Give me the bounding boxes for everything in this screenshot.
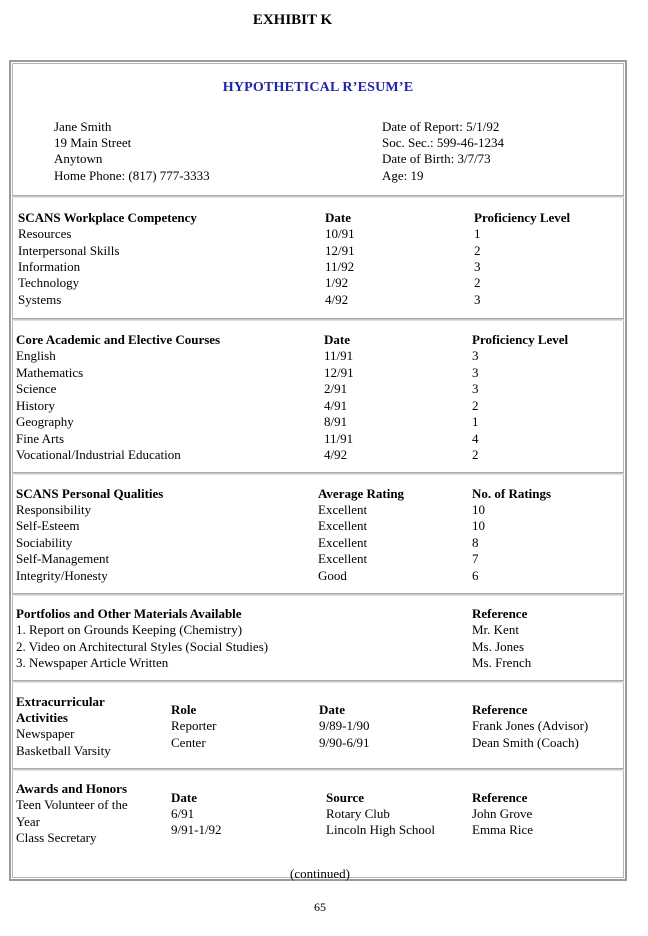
course-name: History (16, 398, 55, 413)
extracurricular-date-header: Date (319, 702, 345, 717)
activity-name: Basketball Varsity (16, 743, 111, 758)
portfolios-header: Portfolios and Other Materials Available (16, 606, 242, 621)
course-level: 3 (472, 381, 479, 396)
qualities-count-header: No. of Ratings (472, 486, 552, 501)
competency-date: 11/92 (325, 259, 355, 274)
portfolio-reference: Ms. Jones (472, 639, 525, 654)
quality-count: 10 (472, 518, 485, 533)
competency-header: SCANS Workplace Competency (18, 210, 197, 225)
quality-count: 10 (472, 502, 485, 517)
courses-level-header: Proficiency Level (472, 332, 569, 347)
course-level: 3 (472, 348, 479, 363)
awards-source-header: Source (326, 790, 365, 805)
extracurricular-reference-header: Reference (472, 702, 528, 717)
activity-reference: Dean Smith (Coach) (472, 735, 579, 750)
competency-name: Interpersonal Skills (18, 243, 120, 258)
course-date: 12/91 (324, 365, 354, 380)
quality-count: 6 (472, 568, 479, 583)
extracurricular-header: Extracurricular (16, 694, 105, 709)
quality-count: 8 (472, 535, 479, 550)
quality-rating: Good (318, 568, 347, 583)
competency-date: 1/92 (325, 275, 349, 290)
section-divider (12, 472, 624, 475)
course-date: 4/91 (324, 398, 348, 413)
awards-reference-header: Reference (472, 790, 528, 805)
competency-level: 1 (474, 226, 481, 241)
quality-name: Self-Management (16, 551, 110, 566)
exhibit-title: EXHIBIT K (252, 12, 333, 28)
competency-name: Information (18, 259, 81, 274)
extracurricular-role-header: Role (171, 702, 197, 717)
quality-count: 7 (472, 551, 479, 566)
person-city: Anytown (54, 151, 103, 166)
awards-header: Awards and Honors (16, 781, 128, 796)
competency-date: 4/92 (325, 292, 349, 307)
activity-date: 9/90-6/91 (319, 735, 370, 750)
award-reference: Emma Rice (472, 822, 534, 837)
course-date: 4/92 (324, 447, 348, 462)
continued-note: (continued) (290, 866, 350, 881)
section-divider (12, 318, 624, 321)
course-name: Science (16, 381, 57, 396)
section-divider (12, 593, 624, 596)
activity-role: Center (171, 735, 206, 750)
qualities-header: SCANS Personal Qualities (16, 486, 164, 501)
qualities-rating-header: Average Rating (318, 486, 405, 501)
competency-name: Technology (18, 275, 80, 290)
competency-name: Systems (18, 292, 62, 307)
award-name: Year (16, 814, 40, 829)
course-date: 11/91 (324, 431, 354, 446)
portfolio-reference: Mr. Kent (472, 622, 519, 637)
course-name: Vocational/Industrial Education (16, 447, 181, 462)
activity-reference: Frank Jones (Advisor) (472, 718, 589, 733)
age: Age: 19 (382, 168, 424, 183)
quality-name: Responsibility (16, 502, 92, 517)
quality-name: Integrity/Honesty (16, 568, 108, 583)
courses-date-header: Date (324, 332, 350, 347)
courses-header: Core Academic and Elective Courses (16, 332, 221, 347)
course-name: Geography (16, 414, 74, 429)
award-date: 6/91 (171, 806, 195, 821)
award-source: Rotary Club (326, 806, 390, 821)
portfolio-reference: Ms. French (472, 655, 532, 670)
activity-name: Newspaper (16, 726, 75, 741)
course-name: Fine Arts (16, 431, 65, 446)
quality-rating: Excellent (318, 535, 368, 550)
person-street: 19 Main Street (54, 135, 132, 150)
person-home-phone: Home Phone: (817) 777-3333 (54, 168, 210, 183)
portfolio-item: 3. Newspaper Article Written (16, 655, 169, 670)
activity-date: 9/89-1/90 (319, 718, 370, 733)
award-name: Teen Volunteer of the (16, 797, 128, 812)
course-level: 4 (472, 431, 479, 446)
course-level: 1 (472, 414, 479, 429)
page-number: 65 (314, 900, 326, 914)
competency-level: 2 (474, 275, 481, 290)
section-divider (12, 195, 624, 198)
portfolio-item: 2. Video on Architectural Styles (Social Studies) (16, 639, 269, 654)
quality-name: Self-Esteem (16, 518, 80, 533)
course-name: Mathematics (16, 365, 84, 380)
activity-role: Reporter (171, 718, 217, 733)
person-name: Jane Smith (54, 119, 112, 134)
competency-date-header: Date (325, 210, 351, 225)
competency-level: 2 (474, 243, 481, 258)
course-date: 2/91 (324, 381, 348, 396)
soc-sec: Soc. Sec.: 599-46-1234 (382, 135, 505, 150)
quality-rating: Excellent (318, 551, 368, 566)
resume-title: HYPOTHETICAL R’ESUM’E (222, 80, 414, 95)
award-reference: John Grove (472, 806, 533, 821)
quality-name: Sociability (16, 535, 73, 550)
course-name: English (16, 348, 56, 363)
course-level: 2 (472, 447, 479, 462)
course-date: 8/91 (324, 414, 348, 429)
quality-rating: Excellent (318, 518, 368, 533)
competency-date: 12/91 (325, 243, 355, 258)
competency-level: 3 (474, 292, 481, 307)
course-level: 2 (472, 398, 479, 413)
awards-date-header: Date (171, 790, 197, 805)
award-date: 9/91-1/92 (171, 822, 222, 837)
award-source: Lincoln High School (326, 822, 436, 837)
quality-rating: Excellent (318, 502, 368, 517)
date-of-report: Date of Report: 5/1/92 (382, 119, 500, 134)
section-divider (12, 680, 624, 683)
portfolios-reference-header: Reference (472, 606, 528, 621)
competency-level-header: Proficiency Level (474, 210, 571, 225)
course-date: 11/91 (324, 348, 354, 363)
section-divider (12, 768, 624, 771)
course-level: 3 (472, 365, 479, 380)
date-of-birth: Date of Birth: 3/7/73 (382, 151, 491, 166)
award-name: Class Secretary (16, 830, 97, 845)
portfolio-item: 1. Report on Grounds Keeping (Chemistry) (16, 622, 243, 637)
competency-level: 3 (474, 259, 481, 274)
competency-name: Resources (18, 226, 72, 241)
extracurricular-header: Activities (16, 710, 68, 725)
competency-date: 10/91 (325, 226, 355, 241)
